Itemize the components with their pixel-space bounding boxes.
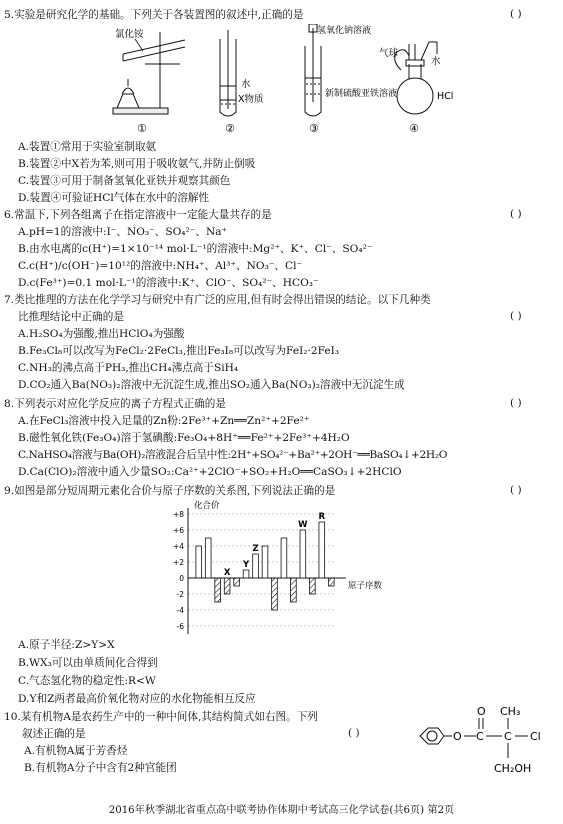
struct-c2: C [504, 730, 512, 743]
fig-num-1: ① [137, 122, 147, 135]
fig-num-2: ② [225, 122, 235, 135]
page-footer: 2016年秋季湖北省重点高中联考协作体期中考试高三化学试卷(共6页) 第2页 [108, 805, 455, 816]
y-tick-label: -2 [176, 590, 184, 599]
struct-o-top: O [477, 705, 486, 718]
q9-answer-paren: ( ) [510, 484, 522, 496]
q9-stem: 9.如图是部分短周期元素化合价与原子序数的关系图,下列说法正确的是 [4, 485, 336, 497]
chart-bar [291, 578, 297, 602]
struct-c1: C [476, 730, 484, 743]
fig-label-nh4cl: 氯化铵 [115, 29, 144, 40]
q10-stem-line1: 10.某有机物A是农药生产中的一种中间体,其结构简式如右图。下列 [4, 711, 318, 723]
apparatus-2 [220, 30, 236, 116]
bar-label: X [223, 568, 231, 578]
y-tick-label: +2 [172, 558, 184, 567]
q8-option-c: C.NaHSO₄溶液与Ba(OH)₂溶液混合后呈中性:2H⁺+SO₄²⁻+Ba²⁺+2OH⁻══BaSO₄↓+2H₂O [18, 449, 448, 461]
chart-bar [281, 538, 287, 578]
fig-label-x-substance: X物质 [238, 94, 264, 105]
q10-structure-figure [412, 702, 560, 784]
y-tick-label: 0 [179, 574, 184, 583]
fig-label-feso4: 新制硫酸亚铁溶液 [325, 89, 398, 99]
q10-option-b: B.有机物A分子中含有2种官能团 [24, 762, 177, 774]
y-tick-label: +8 [172, 510, 184, 519]
q7-stem-line1: 7.类比推理的方法在化学学习与研究中有广泛的应用,但有时会得出错误的结论。以下几种类 [4, 294, 431, 306]
q9-option-d: D.Y和Z两者最高价氧化物对应的水化物能相互反应 [18, 693, 256, 705]
q6-stem: 6.常温下,下列各组离子在指定溶液中一定能大量共存的是 [4, 209, 272, 221]
fig-label-water: 水 [241, 79, 251, 90]
chart-bar [243, 570, 249, 578]
chart-bar [309, 578, 315, 594]
q9-option-a: A.原子半径:Z>Y>X [18, 639, 115, 651]
chart-bar [319, 522, 325, 578]
apparatus-4 [395, 42, 437, 114]
q6-option-b: B.由水电离的c(H⁺)=1×10⁻¹⁴ mol·L⁻¹的溶液中:Mg²⁺、K⁺、Cl⁻、SO₄²⁻ [18, 243, 373, 255]
chart-bar [262, 546, 268, 578]
q6-option-a: A.pH=1的溶液中:I⁻、NO₃⁻、SO₄²⁻、Na⁺ [18, 226, 228, 238]
struct-o-ester: O [453, 730, 462, 743]
y-tick-label: -4 [176, 606, 184, 615]
bar-label: R [318, 512, 326, 522]
q6-option-d: D.c(Fe³⁺)=0.1 mol·L⁻¹的溶液中:K⁺、ClO⁻、SO₄²⁻、HCO₃⁻ [18, 277, 319, 289]
y-axis-label: 化合价 [194, 501, 220, 511]
q5-option-b: B.装置②中X若为苯,则可用于吸收氨气,并防止倒吸 [18, 158, 256, 170]
q9-option-c: C.气态氢化物的稳定性:R<W [18, 675, 156, 687]
q5-option-c: C.装置③可用于制备氢氧化亚铁并观察其颜色 [18, 175, 231, 187]
q10-option-a: A.有机物A属于芳香烃 [24, 745, 128, 757]
y-tick-label: +4 [172, 542, 184, 551]
chart-bar [234, 578, 240, 586]
q10-answer-paren: ( ) [348, 727, 360, 739]
q8-stem: 8.下列表示对应化学反应的离子方程式正确的是 [4, 398, 226, 410]
chart-bar [196, 546, 202, 578]
q8-option-a: A.在FeCl₃溶液中投入足量的Zn粉:2Fe³⁺+Zn══Zn²⁺+2Fe²⁺ [18, 415, 310, 427]
struct-ch2oh: CH₂OH [494, 762, 532, 775]
q5-option-a: A.装置①常用于实验室制取氨 [18, 141, 157, 153]
fig-label-water2: 水 [431, 56, 441, 67]
q7-option-b: B.Fe₃Cl₈可以改写为FeCl₂·2FeCl₃,推出Fe₃I₈可以改写为FeI₂·2FeI₃ [18, 345, 340, 357]
chart-bar [328, 578, 334, 586]
apparatus-1 [113, 32, 185, 114]
chart-bar [224, 578, 230, 594]
q9-option-b: B.WX₃可以由单质间化合得到 [18, 657, 158, 669]
bar-label: W [298, 520, 308, 530]
fig-label-naoh: 氢氧化钠溶液 [317, 26, 372, 36]
fig-num-3: ③ [309, 122, 319, 135]
q7-answer-paren: ( ) [510, 310, 522, 322]
q8-answer-paren: ( ) [510, 397, 522, 409]
fig-label-hcl: HCl [437, 91, 454, 102]
chart-bars [196, 522, 334, 610]
bar-label: Z [252, 544, 259, 554]
q7-stem-line2: 比推理结论中正确的是 [18, 311, 124, 323]
q6-option-c: C.c(H⁺)/c(OH⁻)=10¹²的溶液中:NH₄⁺、Al³⁺、NO₃⁻、Cl⁻ [18, 260, 303, 272]
apparatus-3 [305, 24, 321, 116]
fig-label-balloon: 气球 [379, 48, 399, 59]
q5-apparatus-figure [95, 24, 460, 136]
chart-labels [194, 500, 383, 591]
q5-stem: 5.实验是研究化学的基础。下列关于各装置图的叙述中,正确的是 [4, 9, 304, 21]
chart-bar [253, 554, 259, 578]
x-axis-label: 原子序数 [348, 581, 383, 591]
bar-label: Y [242, 560, 250, 570]
q6-answer-paren: ( ) [510, 208, 522, 220]
valence-chart [166, 500, 406, 640]
q7-option-c: C.NH₃的沸点高于PH₃,推出CH₄沸点高于SiH₄ [18, 362, 239, 374]
struct-cl: Cl [530, 730, 541, 743]
fig-num-4: ④ [409, 122, 419, 135]
q8-option-d: D.Ca(ClO)₂溶液中通入少量SO₂:Ca²⁺+2ClO⁻+SO₂+H₂O══CaSO₃↓+2HClO [18, 466, 402, 478]
q5-answer-paren: ( ) [510, 8, 522, 20]
q7-option-d: D.CO₂通入Ba(NO₃)₂溶液中无沉淀生成,推出SO₂通入Ba(NO₃)₂溶液中无沉淀生成 [18, 379, 405, 391]
chart-bar [272, 578, 278, 610]
struct-ch3: CH₃ [500, 705, 521, 718]
q10-stem-line2: 叙述正确的是 [22, 728, 86, 740]
y-tick-label: -6 [176, 622, 184, 631]
q5-option-d: D.装置④可验证HCl气体在水中的溶解性 [18, 192, 210, 204]
q7-option-a: A.H₂SO₄为强酸,推出HClO₄为强酸 [18, 328, 185, 340]
chart-bar [205, 538, 211, 578]
chart-bar [300, 530, 306, 578]
y-tick-label: +6 [172, 526, 184, 535]
benzene-ring [420, 728, 444, 744]
q8-option-b: B.磁性氧化铁(Fe₃O₄)溶于氢碘酸:Fe₃O₄+8H⁺══Fe²⁺+2Fe³⁺+4H₂O [18, 432, 350, 444]
chart-bar [215, 578, 221, 602]
